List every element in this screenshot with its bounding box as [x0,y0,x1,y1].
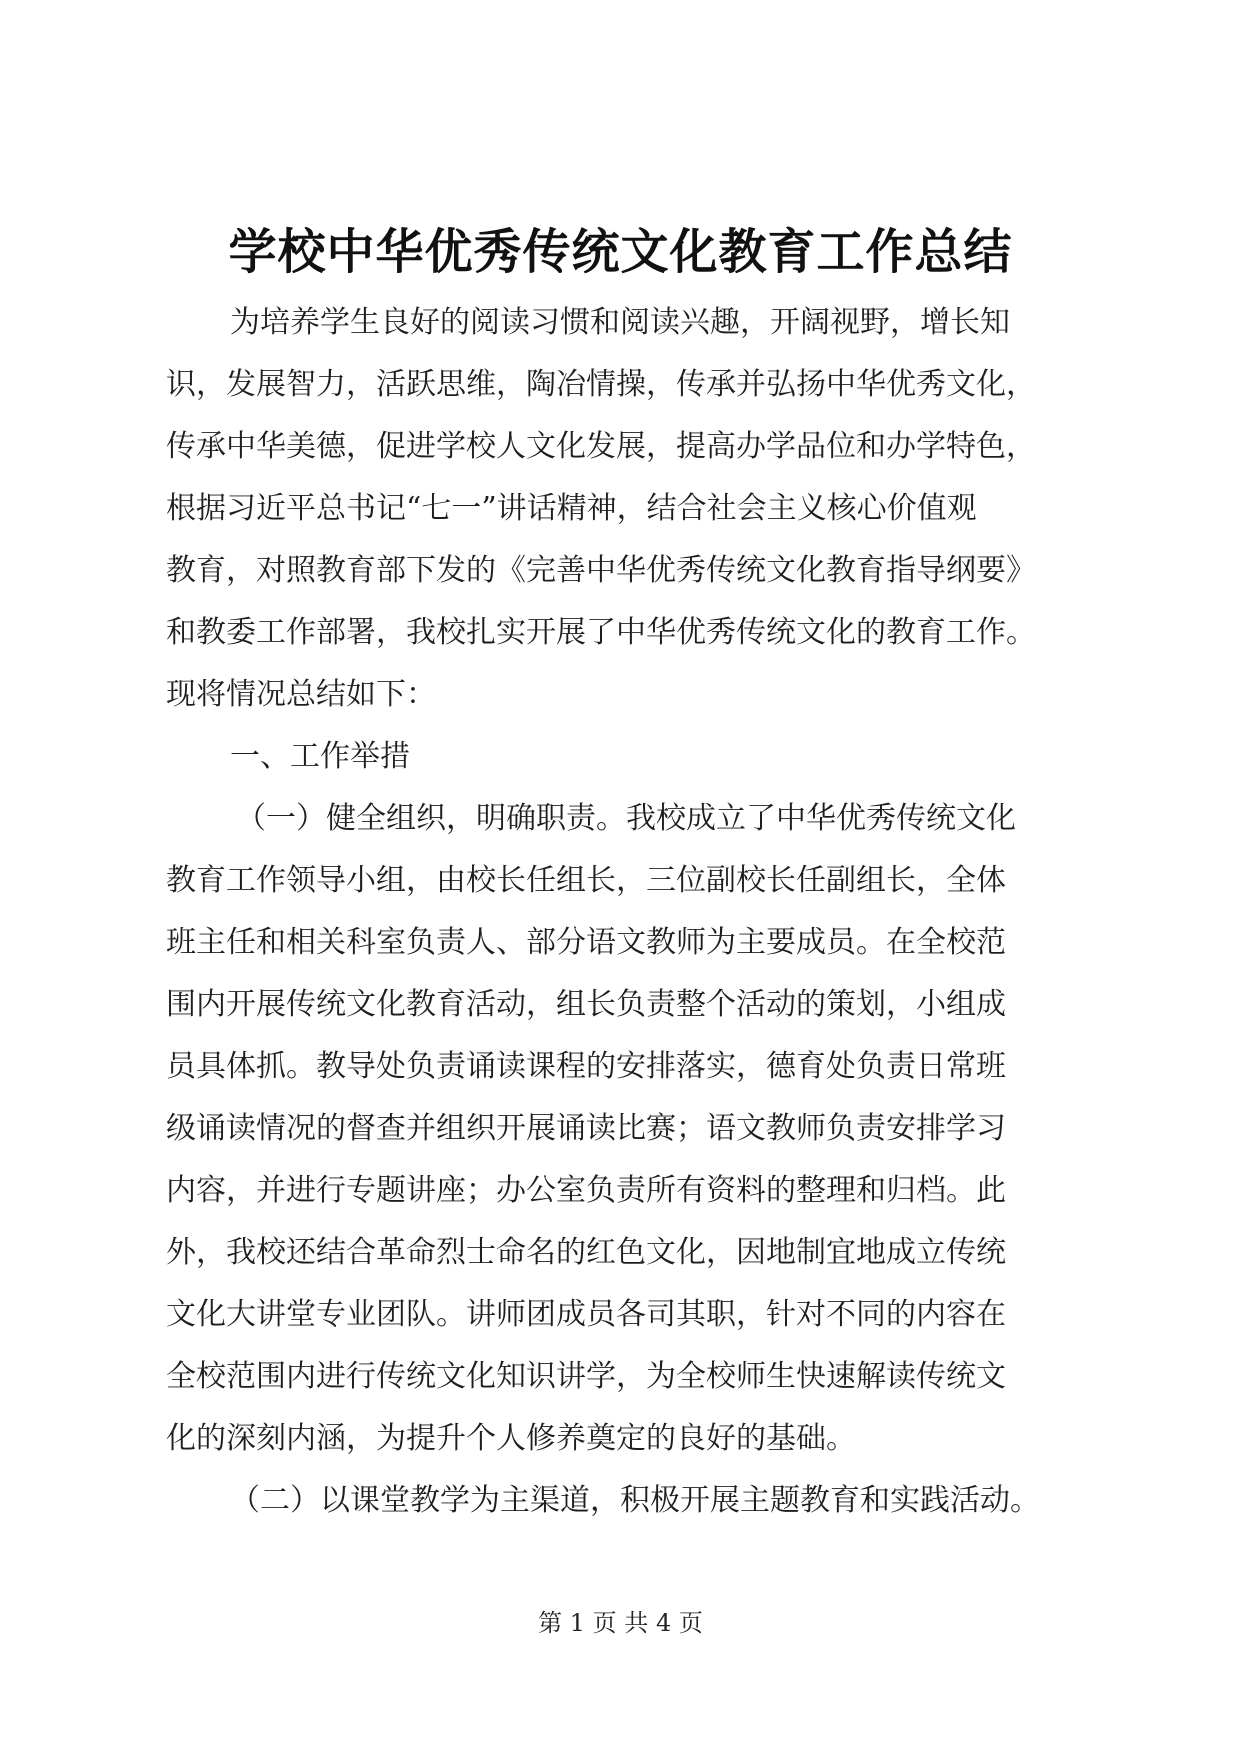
paragraph-line: 级诵读情况的督查并组织开展诵读比赛；语文教师负责安排学习 [166,1111,1006,1146]
document-body [166,292,1080,1532]
paragraph-line: 班主任和相关科室负责人、部分语文教师为主要成员。在全校范 [166,925,1006,960]
paragraph-line: 教育，对照教育部下发的《完善中华优秀传统文化教育指导纲要》 [166,553,1036,588]
paragraph-line: 现将情况总结如下： [166,677,436,712]
paragraph-line: 外，我校还结合革命烈士命名的红色文化，因地制宜地成立传统 [166,1235,1006,1270]
paragraph-line: 全校范围内进行传统文化知识讲学，为全校师生快速解读传统文 [166,1359,1006,1394]
paragraph-line: 识，发展智力，活跃思维，陶冶情操，传承并弘扬中华优秀文化， [166,367,1036,402]
paragraph-line: 为培养学生良好的阅读习惯和阅读兴趣，开阔视野，增长知 [230,305,1010,340]
paragraph-line: 和教委工作部署，我校扎实开展了中华优秀传统文化的教育工作。 [166,615,1036,650]
paragraph-line: 内容，并进行专题讲座；办公室负责所有资料的整理和归档。此 [166,1173,1006,1208]
page-number-footer: 第 1 页 共 4 页 [538,1609,703,1637]
paragraph-line: 化的深刻内涵，为提升个人修养奠定的良好的基础。 [166,1421,856,1456]
paragraph-line: 教育工作领导小组，由校长任组长，三位副校长任副组长，全体 [166,863,1006,898]
document-title: 学校中华优秀传统文化教育工作总结 [228,224,1013,280]
paragraph-line: 根据习近平总书记“七一”讲话精神，结合社会主义核心价值观 [166,491,977,526]
section-heading: 一、工作举措 [230,739,410,774]
paragraph-line: 文化大讲堂专业团队。讲师团成员各司其职，针对不同的内容在 [166,1297,1006,1332]
paragraph-line: 员具体抓。教导处负责诵读课程的安排落实，德育处负责日常班 [166,1049,1006,1084]
subsection-heading: （二）以课堂教学为主渠道，积极开展主题教育和实践活动。 [230,1483,1040,1518]
paragraph-line: 围内开展传统文化教育活动，组长负责整个活动的策划，小组成 [166,987,1006,1022]
paragraph-line: 传承中华美德，促进学校人文化发展，提高办学品位和办学特色， [166,429,1036,464]
paragraph-line: （一）健全组织，明确职责。我校成立了中华优秀传统文化 [236,801,1016,836]
